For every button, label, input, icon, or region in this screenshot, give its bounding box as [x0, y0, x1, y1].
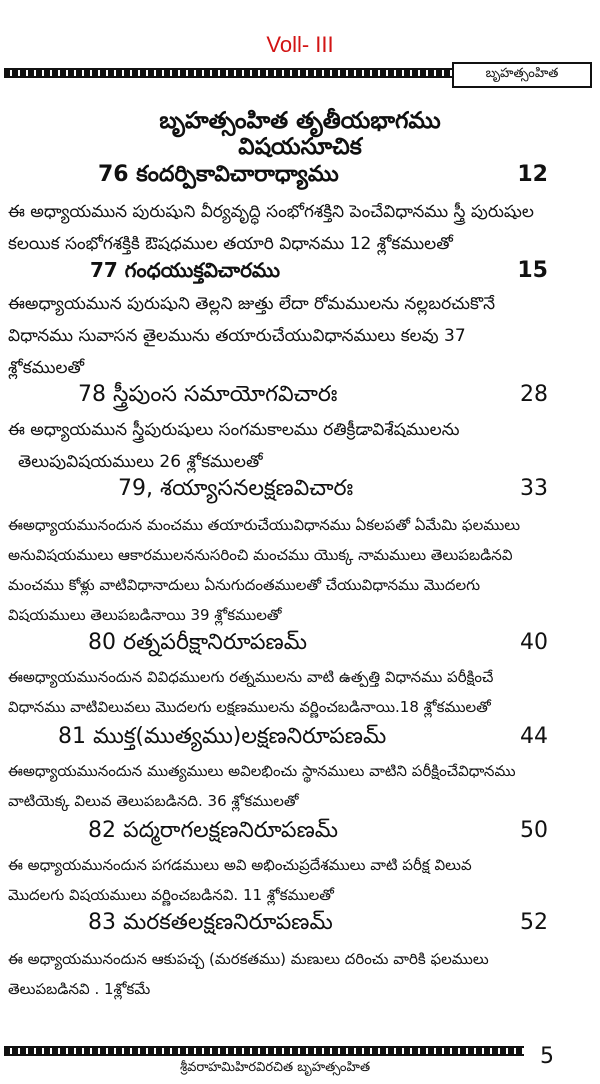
chapter-page: 44: [520, 724, 548, 749]
chapter-description-76: [8, 196, 592, 260]
chapter-description-78: [8, 414, 592, 478]
description-line: ఈఅధ్యాయమునందున ముత్యములు అవిలభించు స్థానములు వాటిని పరీక్షించేవిధానము: [8, 762, 516, 780]
chapter-title: 78 స్త్రీపుంస సమాయోగవిచారః: [78, 382, 338, 407]
page-number: 5: [540, 1044, 554, 1069]
top-decorative-rule: [4, 68, 454, 78]
description-line: ఈఅధ్యాయమునందున మంచము తయారుచేయువిధానము ఏకలపతో ఏమేమి ఫలములు: [8, 516, 521, 534]
chapter-title: 76 కందర్పికావిచారాధ్యాము: [98, 162, 339, 187]
chapter-description-80: [8, 662, 592, 722]
chapter-title: 80 రత్నపరీక్షానిరూపణమ్: [88, 630, 307, 655]
description-line: మంచము కోళ్లు వాటివిధానాదులు ఏనుగుదంతములతో చేయువిధానము మొదలగు: [8, 576, 481, 594]
description-line: తెలుపువిషయములు 26 శ్లోకములతో: [18, 452, 263, 472]
contents-title: విషయసూచిక: [238, 134, 362, 160]
book-title: బృహత్సంహిత తృతీయభాగము: [159, 108, 441, 134]
chapter-title: 81 ముక్త(ముత్యము)లక్షణనిరూపణమ్: [58, 724, 387, 749]
volume-label: Voll- III: [266, 32, 334, 57]
description-line: అనువిషయములు ఆకారములననుసరించి మంచము యొక్క నామములు తెలుపబడినవి: [8, 546, 513, 564]
description-line: తెలుపబడినవి . 1శ్లోకమే: [8, 980, 151, 998]
chapter-heading-80: [0, 630, 600, 664]
description-line: విధానము వాటివిలువలు మొదలగు లక్షణములను వర్ణించబడినాయి.18 శ్లోకములతో: [8, 698, 491, 716]
chapter-page: 40: [520, 630, 548, 655]
description-line: ఈ అధ్యాయమున పురుషుని వీర్యవృద్ధి సంభోగశక్తిని పెంచేవిధానము స్త్రీ పురుషుల: [8, 202, 534, 222]
description-line: వాటియెక్క విలువ తెలుపబడినది. 36 శ్లోకములతో: [8, 792, 299, 810]
chapter-title: 77 గంధయుక్తవిచారము: [90, 258, 281, 282]
bottom-decorative-rule: [4, 1046, 524, 1056]
chapter-description-79: [8, 510, 592, 630]
chapter-page: 12: [517, 162, 548, 187]
running-footer: శ్రీవరాహమిహిరవిరచిత బృహత్సంహిత: [180, 1060, 371, 1075]
description-line: శ్లోకములతో: [8, 358, 85, 378]
description-line: ఈఅధ్యాయమున పురుషుని తెల్లని జుత్తు లేదా రోమములను నల్లబరచుకొనే: [8, 294, 496, 314]
chapter-heading-82: [0, 818, 600, 852]
chapter-heading-79: [0, 476, 600, 510]
description-line: విషయములు తెలుపబడినాయి 39 శ్లోకములతో: [8, 606, 282, 624]
description-line: ఈ అధ్యాయమునందున పగడములు అవి అభించుప్రదేశములు వాటి పరీక్ష విలువ: [8, 856, 472, 874]
chapter-page: 15: [517, 258, 548, 283]
chapter-description-77: [8, 288, 592, 384]
description-line: కలయిక సంభోగశక్తికి ఔషధముల తయారి విధానము 12 శ్లోకములతో: [8, 234, 453, 254]
chapter-heading-77: [0, 258, 600, 292]
chapter-heading-81: [0, 724, 600, 758]
chapter-title: 83 మరకతలక్షణనిరూపణమ్: [88, 910, 333, 935]
description-line: ఈ అధ్యాయమునందున ఆకుపచ్చ (మరకతము) మణులు దరించు వారికి ఫలములు: [8, 950, 489, 968]
chapter-description-81: [8, 756, 592, 816]
description-line: విధానము సువాసన తైలమును తయారుచేయువిధానములు కలవు 37: [8, 326, 466, 346]
chapter-description-83: [8, 944, 592, 1004]
description-line: ఈఅధ్యాయమునందున వివిధములగు రత్నములను వాటి ఉత్పత్తి విధానము పరీక్షించే: [8, 668, 494, 686]
chapter-description-82: [8, 850, 592, 910]
chapter-page: 28: [520, 382, 548, 407]
chapter-heading-83: [0, 910, 600, 944]
chapter-title: 79, శయ్యాసనలక్షణవిచారః: [118, 476, 354, 501]
chapter-title: 82 పద్మరాగలక్షణనిరూపణమ్: [88, 818, 339, 843]
running-header: బృహత్సంహిత: [452, 62, 592, 88]
chapter-heading-78: [0, 382, 600, 416]
description-line: మొదలగు విషయములు వర్ణించబడినవి. 11 శ్లోకములతో: [8, 886, 334, 904]
chapter-page: 50: [520, 818, 548, 843]
chapter-page: 52: [520, 910, 548, 935]
chapter-page: 33: [520, 476, 548, 501]
chapter-heading-76: [0, 162, 600, 196]
description-line: ఈ అధ్యాయమున స్త్రీపురుషులు సంగమకాలము రతిక్రీడావిశేషములను: [8, 420, 460, 440]
